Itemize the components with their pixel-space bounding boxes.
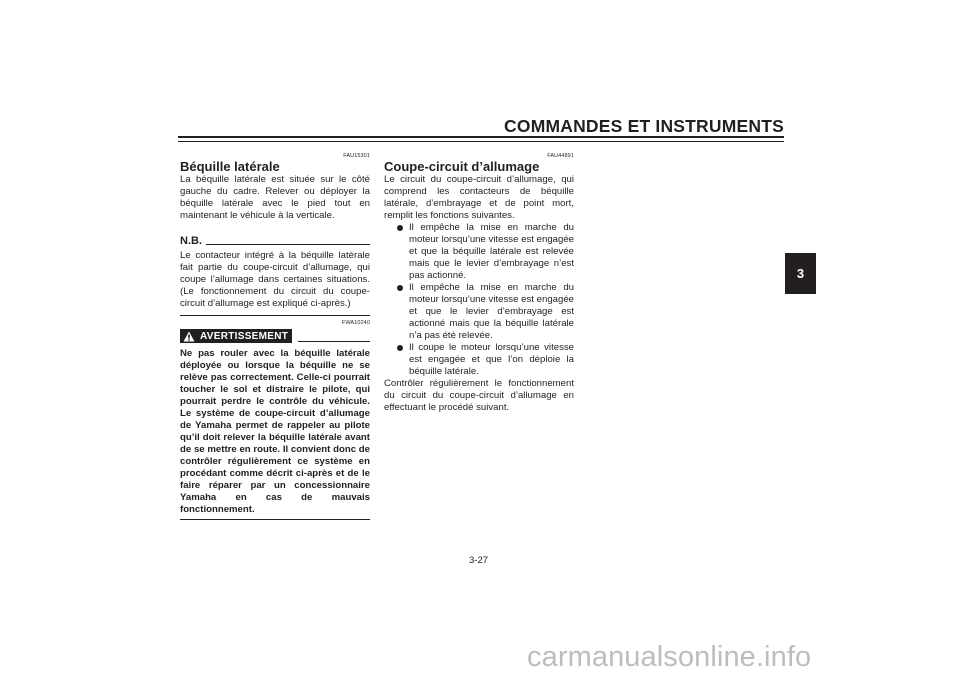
warning-header <box>180 328 370 344</box>
chapter-tab <box>785 253 816 294</box>
chapter-tab-number: 3 <box>796 266 805 281</box>
page-header-title: COMMANDES ET INSTRUMENTS <box>504 116 784 136</box>
bullet-icon <box>397 225 403 231</box>
note-text: Le contacteur intégré à la béquille latérale fait partie du coupe-circuit d’allumage, qui coupe l’allumage dans certaines situations. (Le fonctionnement du circuit du coupe-circuit d’allumage est expliqué ci-après.) <box>180 250 370 309</box>
bullet-icon <box>397 285 403 291</box>
ignition-cutoff-outro: Contrôler régulièrement le fonctionnement du circuit du coupe-circuit d’allumage en effectuant le procédé suivant. <box>384 378 574 413</box>
warning-triangle-icon <box>183 331 195 342</box>
list-item-text: Il empêche la mise en marche du moteur lorsqu’une vitesse est engagée et que le levier d’embrayage est actionné mais que la béquille latérale n’a pas été relevée. <box>409 282 574 341</box>
function-list <box>384 222 574 378</box>
left-ref-code: FAU15301 <box>343 153 370 159</box>
list-item <box>397 222 574 282</box>
warning-label: AVERTISSEMENT <box>200 330 289 342</box>
page-number: 3-27 <box>469 555 489 566</box>
warning-end-rule <box>180 519 370 520</box>
bullet-icon <box>397 345 403 351</box>
header-rule-thick <box>178 136 784 138</box>
side-stand-heading: Béquille latérale <box>180 159 280 174</box>
note-block <box>180 250 370 310</box>
watermark: carmanualsonline.info <box>527 641 812 673</box>
note-label: N.B. <box>180 235 202 247</box>
right-column <box>384 152 574 414</box>
list-item-text: Il empêche la mise en marche du moteur lorsqu’une vitesse est engagée et que la béquille latérale est relevée mais que le levier d’embrayage n’est pas actionné. <box>409 222 574 281</box>
left-column <box>180 152 370 520</box>
list-item-text: Il coupe le moteur lorsqu’une vitesse est engagée et que l’on déploie la béquille latérale. <box>409 342 574 377</box>
ignition-cutoff-heading: Coupe-circuit d’allumage <box>384 159 540 174</box>
warning-code: FWA10240 <box>341 320 370 326</box>
side-stand-intro: La béquille latérale est située sur le côté gauche du cadre. Relever ou déployer la béquille latérale avec le pied tout en maintenant le véhicule à la verticale. <box>180 174 370 221</box>
list-item <box>397 282 574 342</box>
note-rule <box>206 244 370 245</box>
warning-header-rule <box>298 341 370 342</box>
note-end-rule <box>180 315 370 316</box>
note-header <box>180 235 370 247</box>
list-item <box>397 342 574 378</box>
warning-text: Ne pas rouler avec la béquille latérale déployée ou lorsque la béquille ne se relève pas correctement. Celle-ci pourrait toucher le sol et distraire le pilote, qui pourrait perdre le contrôle du véhicule. Le système de coupe-circuit d’allumage de Yamaha permet de rappeler au pilote qu’il doit relever la béquille latérale avant de se mettre en route. Il convient donc de contrôler régulièrement ce système en procédant comme décrit ci-après et de le faire réparer par un concessionnaire Yamaha en cas de mauvais fonctionnement. <box>180 348 370 515</box>
header-rule-thin <box>178 141 784 142</box>
ignition-cutoff-intro: Le circuit du coupe-circuit d’allumage, qui comprend les contacteurs de béquille latérale, d’embrayage et de point mort, remplit les fonctions suivantes. <box>384 174 574 221</box>
warning-block <box>180 319 370 520</box>
warning-badge <box>180 329 292 343</box>
right-ref-code: FAU44891 <box>547 153 574 159</box>
